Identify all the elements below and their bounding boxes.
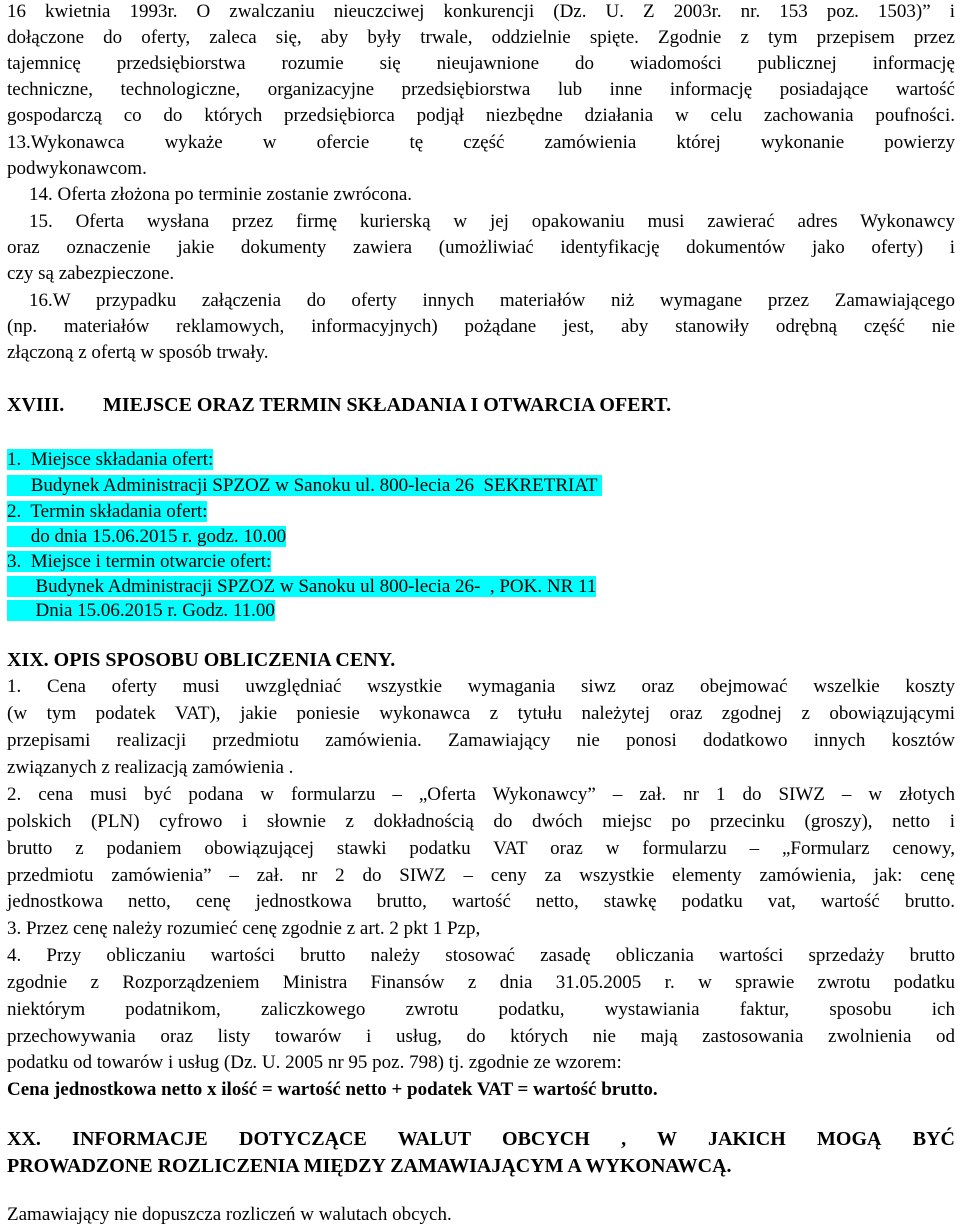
point-15-line-2: oraz oznaczenie jakie dokumenty zawiera (umożliwiać identyfikację dokumentów jako oferty) i (7, 237, 955, 258)
highlighted-text: Budynek Administracji SPZOZ w Sanoku ul 800-lecia 26- , POK. NR 11 (7, 576, 597, 597)
highlighted-text: 1. Miejsce składania ofert: (7, 449, 214, 470)
highlighted-text: Budynek Administracji SPZOZ w Sanoku ul. 800-lecia 26 SEKRETRIAT (7, 475, 602, 496)
section-19-line-13: niektórym podatnikom, zaliczkowego zwrotu podatku, wystawiania faktur, sposobu ich (7, 999, 955, 1020)
point-16-line-2: (np. materiałów reklamowych, informacyjnych) pożądane jest, aby stanowiły odrębną część nie (7, 316, 955, 337)
section-19-line-9: jednostkowa netto, cenę jednostkowa brutto, wartość netto, stawkę podatku vat, wartość brutto. (7, 891, 955, 912)
intro-line-4: techniczne, technologiczne, organizacyjne przedsiębiorstwa lub inne informację posiadające wartość (7, 79, 955, 100)
intro-line-1: 16 kwietnia 1993r. O zwalczaniu nieuczciwej konkurencji (Dz. U. Z 2003r. nr. 153 poz. 1503)” i (7, 1, 955, 22)
point-16-line-3: złączoną z ofertą w sposób trwały. (7, 342, 269, 363)
section-18-item-3-address (7, 575, 955, 599)
section-19-line-5: 2. cena musi być podana w formularzu – „Oferta Wykonawcy” – zał. nr 1 do SIWZ – w złotych (7, 784, 955, 805)
section-20-text: Zamawiający nie dopuszcza rozliczeń w walutach obcych. (7, 1204, 452, 1225)
section-18-item-3-date (7, 599, 955, 623)
section-19-line-11: 4. Przy obliczaniu wartości brutto należy stosować zasadę obliczania wartości sprzedaży brutto (7, 945, 955, 966)
highlighted-text: Dnia 15.06.2015 r. Godz. 11.00 (7, 600, 275, 621)
section-18-item-2-date (7, 525, 955, 549)
highlighted-text: 3. Miejsce i termin otwarcie ofert: (7, 551, 272, 572)
section-19-line-14: przechowywania oraz listy towarów i usług, do których nie mają zastosowania zwolnienia od (7, 1026, 955, 1047)
section-19-line-4: związanych z realizacją zamówienia . (7, 757, 294, 778)
section-19-line-2: (w tym podatek VAT), jakie poniesie wykonawca z tytułu należytej oraz zgodnej z obowiązującymi (7, 703, 955, 724)
section-18-item-2 (7, 500, 955, 524)
price-formula: Cena jednostkowa netto x ilość = wartość netto + podatek VAT = wartość brutto. (7, 1079, 658, 1100)
section-18-number: XVIII. (7, 394, 65, 416)
section-19-heading: XIX. OPIS SPOSOBU OBLICZENIA CENY. (7, 649, 396, 671)
section-19-line-15: podatku od towarów i usług (Dz. U. 2005 nr 95 poz. 798) tj. zgodnie ze wzorem: (7, 1052, 622, 1073)
section-19-line-10: 3. Przez cenę należy rozumieć cenę zgodnie z art. 2 pkt 1 Pzp, (7, 918, 481, 939)
intro-line-3: tajemnicę przedsiębiorstwa rozumie się nieujawnione do wiadomości publicznej informację (7, 53, 955, 74)
intro-line-2: dołączone do oferty, zaleca się, aby były trwale, oddzielnie spięte. Zgodnie z tym przepisem przez (7, 27, 955, 48)
point-15-line-1: 15. Oferta wysłana przez firmę kurierską w jej opakowaniu musi zawierać adres Wykonawcy (29, 211, 955, 232)
intro-line-5: gospodarczą co do których przedsiębiorca podjął niezbędne działania w celu zachowania poufności. (7, 105, 955, 126)
section-19-line-3: przepisami realizacji przedmiotu zamówienia. Zamawiający nie ponosi dodatkowo innych kosztów (7, 730, 955, 751)
section-19-line-6: polskich (PLN) cyfrowo i słownie z dokładnością do dwóch miejsc po przecinku (groszy), netto i (7, 811, 955, 832)
highlighted-text: 2. Termin składania ofert: (7, 501, 208, 522)
section-18-item-1 (7, 448, 955, 472)
section-18-item-3 (7, 550, 955, 574)
section-20-heading-line-2: PROWADZONE ROZLICZENIA MIĘDZY ZAMAWIAJĄCYM A WYKONAWCĄ. (7, 1155, 732, 1177)
section-19-line-12: zgodnie z Rozporządzeniem Ministra Finansów z dnia 31.05.2005 r. w sprawie zwrotu podatku (7, 972, 955, 993)
highlighted-text: do dnia 15.06.2015 r. godz. 10.00 (7, 526, 287, 547)
point-13-line-1: 13.Wykonawca wykaże w ofercie tę część zamówienia której wykonanie powierzy (7, 132, 955, 153)
point-16-line-1: 16.W przypadku załączenia do oferty innych materiałów niż wymagane przez Zamawiającego (29, 290, 955, 311)
section-19-line-7: brutto z podaniem obowiązującej stawki podatku VAT oraz w formularzu – „Formularz cenowy, (7, 838, 955, 859)
section-20-heading-line-1: XX. INFORMACJE DOTYCZĄCE WALUT OBCYCH , W JAKICH MOGĄ BYĆ (7, 1128, 955, 1150)
section-19-line-1: 1. Cena oferty musi uwzględniać wszystkie wymagania siwz oraz obejmować wszelkie koszty (7, 676, 955, 697)
section-18-item-1-address (7, 474, 955, 498)
section-18-heading (7, 393, 955, 417)
point-15-line-3: czy są zabezpieczone. (7, 263, 175, 284)
point-14: 14. Oferta złożona po terminie zostanie zwrócona. (29, 184, 413, 205)
section-18-title: MIEJSCE ORAZ TERMIN SKŁADANIA I OTWARCIA OFERT. (103, 394, 672, 416)
section-19-line-8: przedmiotu zamówienia” – zał. nr 2 do SIWZ – ceny za wszystkie elementy zamówienia, jak: cenę (7, 865, 955, 886)
point-13-line-2: podwykonawcom. (7, 158, 147, 179)
